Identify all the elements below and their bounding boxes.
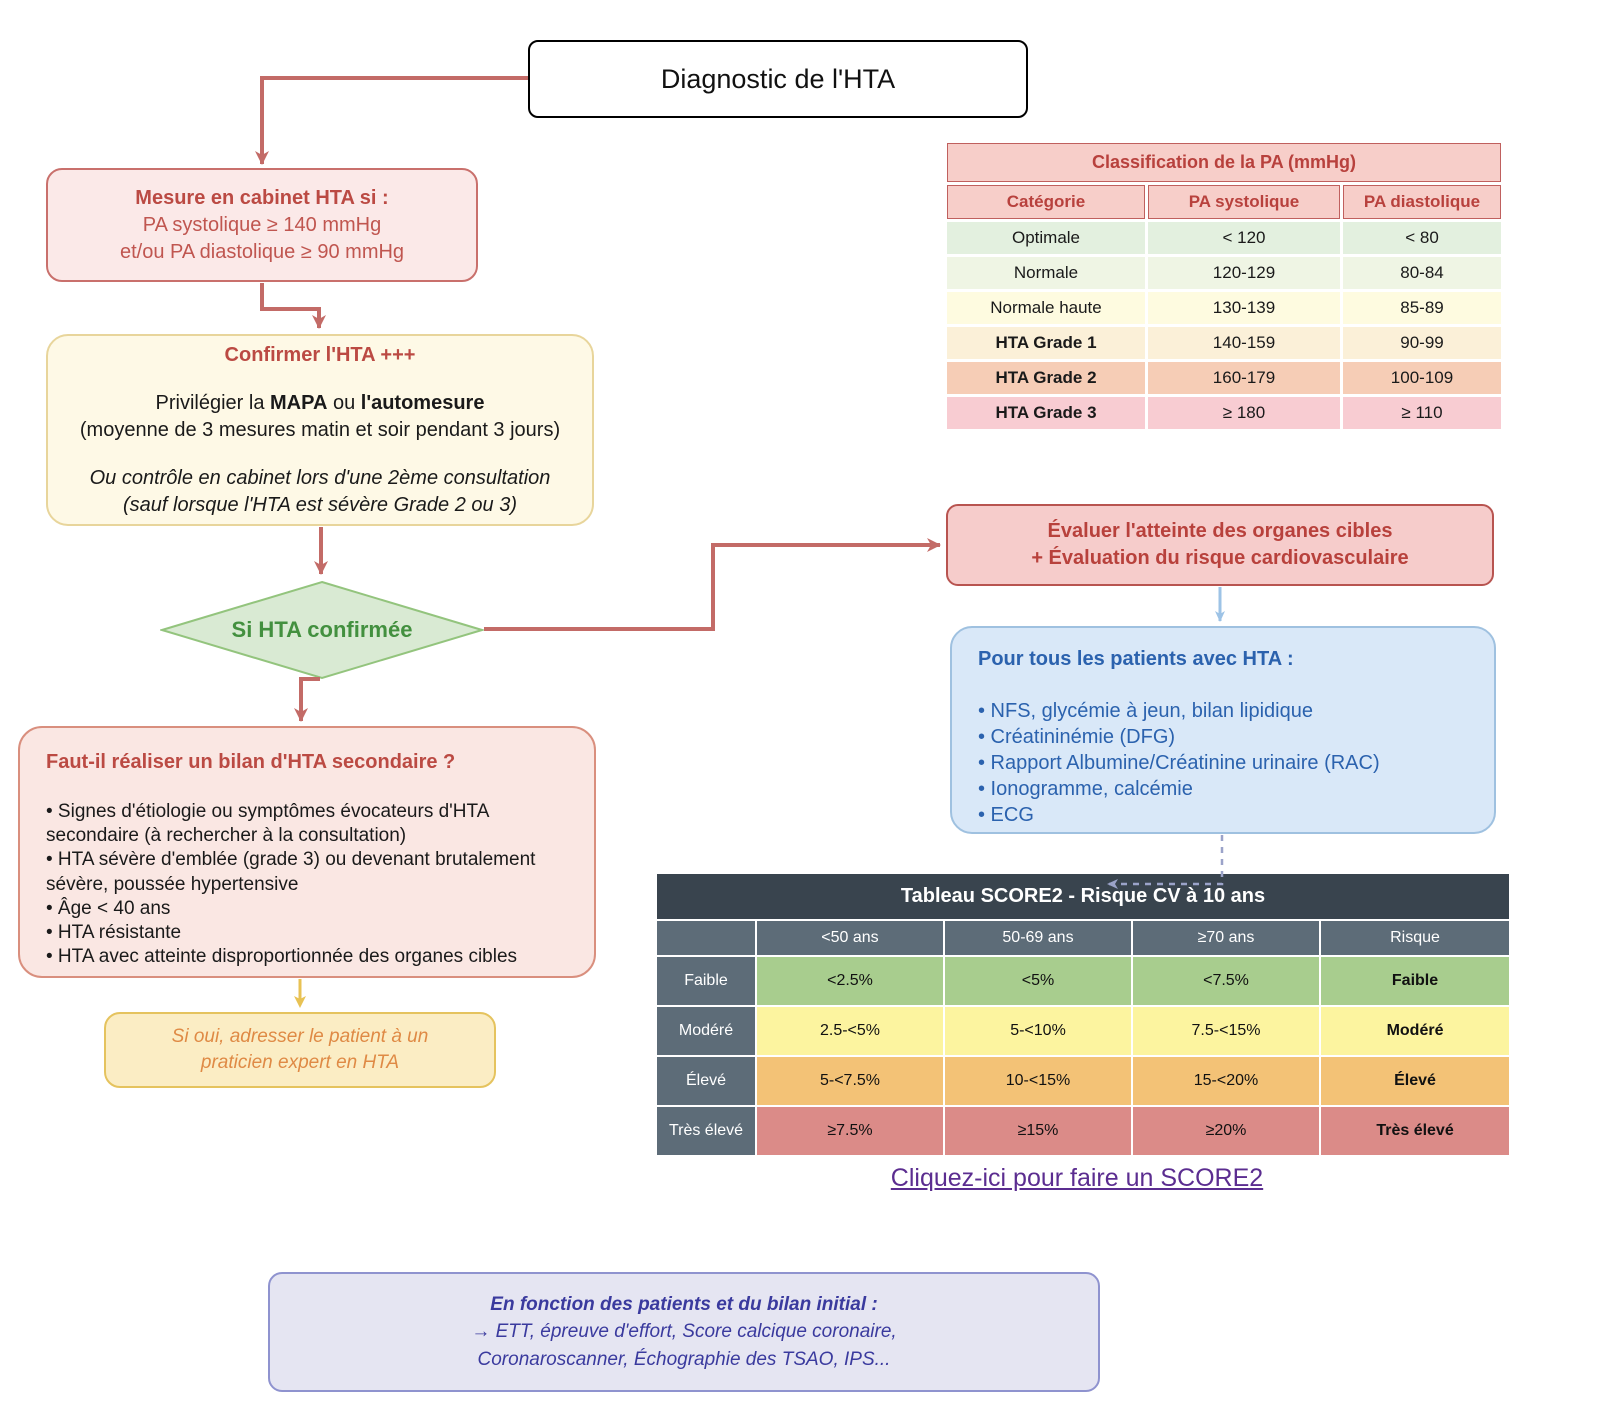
risk-row-label: Très élevé [657,1107,755,1155]
expert-referral-line1: Si oui, adresser le patient à un [171,1026,429,1048]
score2-header: ≥70 ans [1133,921,1319,955]
classification-header-row [947,185,1501,219]
category-cell: Normale haute [947,292,1145,324]
diastolic-cell: < 80 [1343,222,1501,254]
confirm-line1-bold1: MAPA [270,392,328,415]
score2-header-row [657,921,1509,955]
table-row [947,327,1501,359]
category-cell: HTA Grade 2 [947,362,1145,394]
systolic-cell: 160-179 [1148,362,1340,394]
table-row [947,222,1501,254]
patients-bullet: • NFS, glycémie à jeun, bilan lipidique [978,700,1313,722]
risk-value-cell: <7.5% [1133,957,1319,1005]
expert-referral-line2: praticien expert en HTA [200,1052,400,1073]
risk-value-cell: <2.5% [757,957,943,1005]
measure-box-line2: et/ou PA diastolique ≥ 90 mmHg [119,240,405,263]
table-row [657,1057,1509,1105]
connector-diamond-to-evaluate [484,545,940,629]
table-row [947,292,1501,324]
diastolic-cell: ≥ 110 [1343,397,1501,429]
diastolic-cell: 80-84 [1343,257,1501,289]
additional-workup-box [268,1272,1100,1392]
confirm-box-line2: (moyenne de 3 mesures matin et soir pendant 3 jours) [79,418,561,441]
score2-title: Tableau SCORE2 - Risque CV à 10 ans [657,874,1509,919]
risk-level-cell: Élevé [1321,1057,1509,1105]
score2-header: 50-69 ans [945,921,1131,955]
patients-bullet: • Créatininémie (DFG) [978,726,1176,748]
classification-header: PA systolique [1148,185,1340,219]
secondary-bilan-title: Faut-il réaliser un bilan d'HTA secondaire ? [46,751,456,773]
confirm-box-title: Confirmer l'HTA +++ [224,344,416,367]
score2-table [655,872,1511,1157]
category-cell: Optimale [947,222,1145,254]
risk-row-label: Modéré [657,1007,755,1055]
evaluate-line1: Évaluer l'atteinte des organes cibles [1047,520,1393,542]
diastolic-cell: 85-89 [1343,292,1501,324]
risk-value-cell: 15-<20% [1133,1057,1319,1105]
secondary-bullet: • HTA sévère d'emblée (grade 3) ou devenant brutalement sévère, poussée hypertensive [46,849,536,895]
systolic-cell: 130-139 [1148,292,1340,324]
systolic-cell: 120-129 [1148,257,1340,289]
classification-table-grid [944,140,1504,432]
category-cell: HTA Grade 3 [947,397,1145,429]
systolic-cell: 140-159 [1148,327,1340,359]
patients-bullet: • Rapport Albumine/Créatinine urinaire (RAC) [978,752,1380,774]
patients-bullet: • Ionogramme, calcémie [978,778,1193,800]
additional-workup-line1: → ETT, épreuve d'effort, Score calcique coronaire, [471,1321,897,1343]
systolic-cell: < 120 [1148,222,1340,254]
table-row [947,257,1501,289]
connector-measure-to-confirm [262,283,319,328]
evaluate-line2: + Évaluation du risque cardiovasculaire [1031,547,1409,569]
risk-level-cell: Modéré [1321,1007,1509,1055]
confirm-line1-mid: ou [327,392,361,415]
confirm-box-line4: (sauf lorsque l'HTA est sévère Grade 2 ou 3) [123,493,517,516]
diagram-title-text: Diagnostic de l'HTA [660,63,896,94]
table-row [657,957,1509,1005]
score2-link-container [655,1164,1499,1193]
connector-title-to-measure [262,78,528,164]
risk-value-cell: 10-<15% [945,1057,1131,1105]
confirm-line1-pre: Privilégier la [155,392,271,415]
secondary-bullet: • HTA résistante [46,922,182,944]
confirm-box [46,334,594,526]
measure-box [46,168,478,282]
confirm-box-line1 [156,390,485,416]
risk-value-cell: 2.5-<5% [757,1007,943,1055]
all-patients-title: Pour tous les patients avec HTA : [978,648,1294,670]
evaluate-organs-box [946,504,1494,586]
classification-table [944,140,1504,432]
risk-row-label: Faible [657,957,755,1005]
risk-level-cell: Faible [1321,957,1509,1005]
score2-corner-cell [657,921,755,955]
diagram-title [528,40,1028,118]
secondary-bullet: • Signes d'étiologie ou symptômes évocateurs d'HTA secondaire (à rechercher à la consultation) [46,800,489,846]
table-row [657,1007,1509,1055]
additional-workup-line2: Coronaroscanner, Échographie des TSAO, IPS... [477,1348,891,1370]
risk-level-cell: Très élevé [1321,1107,1509,1155]
classification-title-row [947,143,1501,182]
confirm-line1-bold2: l'automesure [360,392,485,415]
expert-referral-box [104,1012,496,1088]
risk-value-cell: ≥7.5% [757,1107,943,1155]
diastolic-cell: 100-109 [1343,362,1501,394]
score2-header: <50 ans [757,921,943,955]
risk-value-cell: ≥15% [945,1107,1131,1155]
classification-title: Classification de la PA (mmHg) [947,143,1501,182]
classification-header: PA diastolique [1343,185,1501,219]
risk-row-label: Élevé [657,1057,755,1105]
risk-value-cell: 5-<10% [945,1007,1131,1055]
risk-value-cell: <5% [945,957,1131,1005]
diastolic-cell: 90-99 [1343,327,1501,359]
category-cell: HTA Grade 1 [947,327,1145,359]
confirm-box-line3: Ou contrôle en cabinet lors d'une 2ème consultation [89,467,551,490]
secondary-bullet: • HTA avec atteinte disproportionnée des organes cibles [46,946,518,968]
all-patients-box [950,626,1496,834]
decision-diamond [160,580,484,680]
patients-bullet: • ECG [978,804,1034,826]
measure-box-title: Mesure en cabinet HTA si : [135,186,389,209]
table-row [947,397,1501,429]
additional-workup-title: En fonction des patients et du bilan initial : [490,1293,878,1315]
table-row [657,1107,1509,1155]
connector-diamond-to-secondary [301,679,320,721]
systolic-cell: ≥ 180 [1148,397,1340,429]
classification-header: Catégorie [947,185,1145,219]
secondary-bullet: • Âge < 40 ans [46,897,171,919]
risk-value-cell: 5-<7.5% [757,1057,943,1105]
risk-value-cell: 7.5-<15% [1133,1007,1319,1055]
category-cell: Normale [947,257,1145,289]
score2-header: Risque [1321,921,1509,955]
measure-box-line1: PA systolique ≥ 140 mmHg [142,213,382,236]
secondary-bilan-box [18,726,596,978]
score2-link[interactable]: Cliquez-ici pour faire un SCORE2 [890,1164,1264,1192]
score2-table-grid [655,872,1511,1157]
decision-diamond-label: Si HTA confirmée [231,617,413,642]
score2-title-row [657,874,1509,919]
table-row [947,362,1501,394]
risk-value-cell: ≥20% [1133,1107,1319,1155]
